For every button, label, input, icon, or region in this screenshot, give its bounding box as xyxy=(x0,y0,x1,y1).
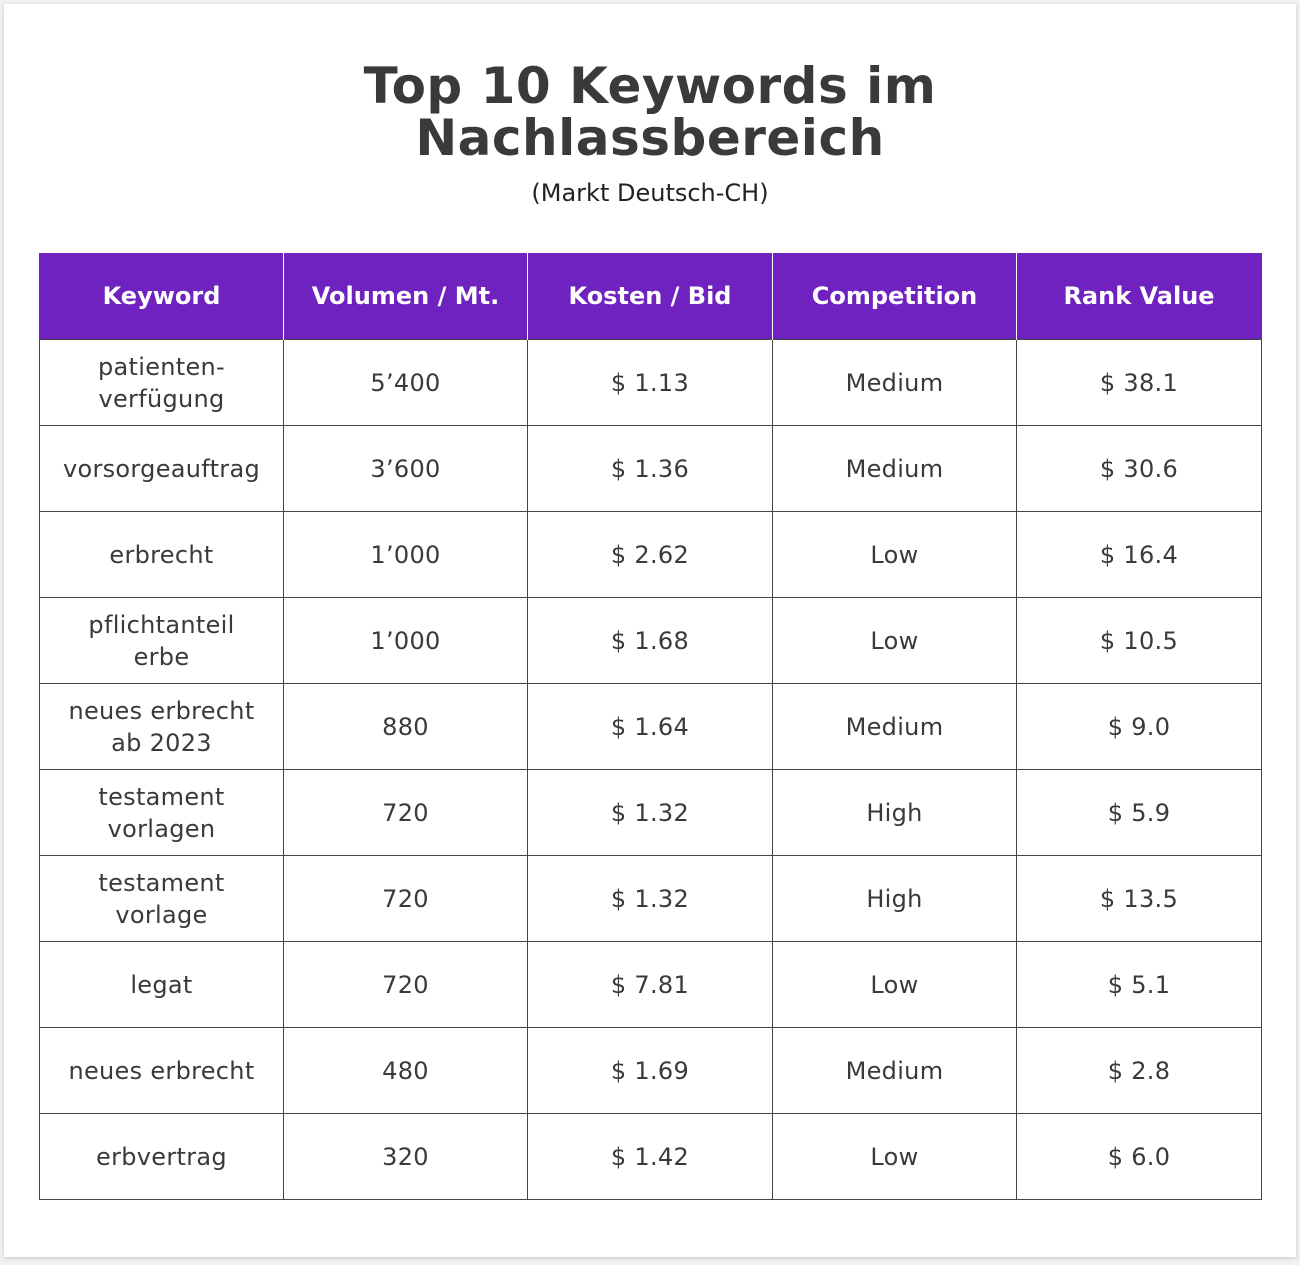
table-cell-rank-value: $ 5.1 xyxy=(1017,942,1262,1028)
table-cell-volume: 720 xyxy=(284,942,528,1028)
table-cell-rank-value: $ 38.1 xyxy=(1017,340,1262,426)
table-row xyxy=(40,426,1262,512)
table-cell-volume: 320 xyxy=(284,1114,528,1200)
table-cell-competition: Low xyxy=(773,598,1017,684)
table-cell-keyword: testament vorlagen xyxy=(40,770,284,856)
table-cell-rank-value: $ 13.5 xyxy=(1017,856,1262,942)
table-cell-volume: 880 xyxy=(284,684,528,770)
table-cell-competition: Medium xyxy=(773,340,1017,426)
table-row xyxy=(40,1114,1262,1200)
table-row xyxy=(40,942,1262,1028)
table-cell-rank-value: $ 6.0 xyxy=(1017,1114,1262,1200)
table-row xyxy=(40,856,1262,942)
table-cell-volume: 480 xyxy=(284,1028,528,1114)
chart-title xyxy=(4,57,1296,167)
table-cell-cost: $ 7.81 xyxy=(528,942,773,1028)
table-cell-keyword: neues erbrecht xyxy=(40,1028,284,1114)
table-cell-competition: High xyxy=(773,770,1017,856)
table-row xyxy=(40,340,1262,426)
table-cell-competition: Low xyxy=(773,512,1017,598)
table-cell-volume: 5’400 xyxy=(284,340,528,426)
keyword-table xyxy=(39,253,1262,1200)
column-header-rank-value: Rank Value xyxy=(1017,253,1262,340)
table-cell-cost: $ 1.64 xyxy=(528,684,773,770)
table-cell-cost: $ 1.68 xyxy=(528,598,773,684)
table-cell-competition: Medium xyxy=(773,684,1017,770)
table-cell-rank-value: $ 10.5 xyxy=(1017,598,1262,684)
table-cell-keyword: patienten- verfügung xyxy=(40,340,284,426)
column-header-keyword: Keyword xyxy=(40,253,284,340)
table-cell-rank-value: $ 30.6 xyxy=(1017,426,1262,512)
table-cell-cost: $ 1.32 xyxy=(528,856,773,942)
infographic-card xyxy=(4,4,1296,1257)
table-cell-keyword: pflichtanteil erbe xyxy=(40,598,284,684)
table-header-row xyxy=(40,253,1262,340)
table-cell-rank-value: $ 2.8 xyxy=(1017,1028,1262,1114)
chart-subtitle: (Markt Deutsch-CH) xyxy=(531,179,769,207)
table-row xyxy=(40,598,1262,684)
table-cell-volume: 1’000 xyxy=(284,512,528,598)
table-cell-keyword: testament vorlage xyxy=(40,856,284,942)
table-cell-cost: $ 1.32 xyxy=(528,770,773,856)
table-cell-keyword: neues erbrecht ab 2023 xyxy=(40,684,284,770)
column-header-cost: Kosten / Bid xyxy=(528,253,773,340)
table-cell-volume: 1’000 xyxy=(284,598,528,684)
table-cell-keyword: legat xyxy=(40,942,284,1028)
table-cell-keyword: erbrecht xyxy=(40,512,284,598)
table-cell-cost: $ 1.42 xyxy=(528,1114,773,1200)
table-row xyxy=(40,512,1262,598)
table-cell-volume: 720 xyxy=(284,856,528,942)
table-cell-rank-value: $ 5.9 xyxy=(1017,770,1262,856)
table-cell-competition: Medium xyxy=(773,1028,1017,1114)
table-cell-keyword: erbvertrag xyxy=(40,1114,284,1200)
table-cell-volume: 720 xyxy=(284,770,528,856)
table-row xyxy=(40,684,1262,770)
table-cell-competition: Low xyxy=(773,1114,1017,1200)
column-header-competition: Competition xyxy=(773,253,1017,340)
table-cell-cost: $ 1.36 xyxy=(528,426,773,512)
table-cell-volume: 3’600 xyxy=(284,426,528,512)
table-cell-keyword: vorsorgeauftrag xyxy=(40,426,284,512)
table-cell-cost: $ 1.69 xyxy=(528,1028,773,1114)
table-row xyxy=(40,770,1262,856)
table-cell-competition: Medium xyxy=(773,426,1017,512)
table-cell-competition: High xyxy=(773,856,1017,942)
table-cell-rank-value: $ 9.0 xyxy=(1017,684,1262,770)
table-cell-cost: $ 1.13 xyxy=(528,340,773,426)
chart-title-line-1: Top 10 Keywords im xyxy=(363,57,937,115)
table-cell-competition: Low xyxy=(773,942,1017,1028)
table-body xyxy=(40,340,1262,1200)
table-cell-rank-value: $ 16.4 xyxy=(1017,512,1262,598)
column-header-volume: Volumen / Mt. xyxy=(284,253,528,340)
table-row xyxy=(40,1028,1262,1114)
table-cell-cost: $ 2.62 xyxy=(528,512,773,598)
chart-title-line-2: Nachlassbereich xyxy=(415,109,885,167)
